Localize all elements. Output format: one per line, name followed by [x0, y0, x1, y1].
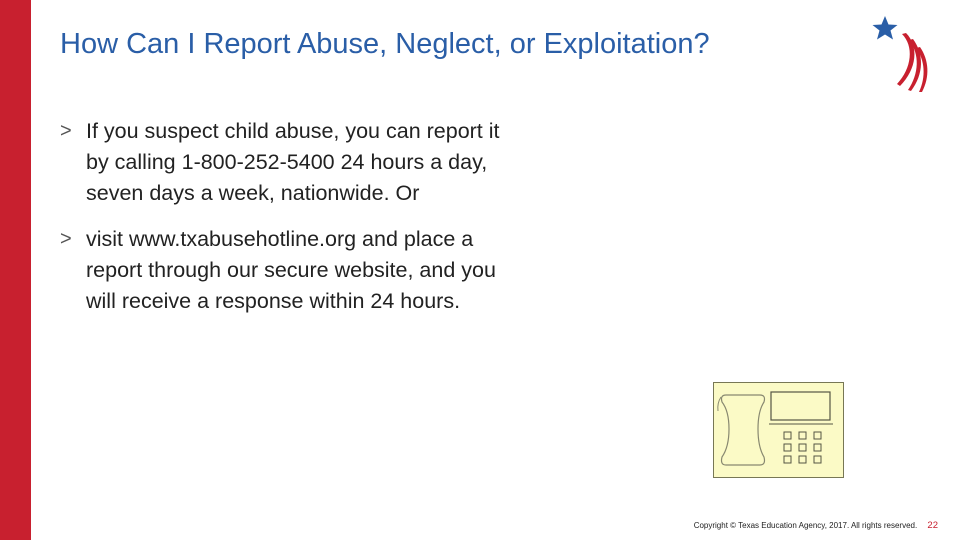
bullet-marker: > — [60, 228, 72, 250]
logo-star-icon — [873, 16, 898, 40]
bullet-list — [60, 116, 500, 332]
left-accent-bar — [0, 0, 31, 540]
footer — [600, 519, 938, 533]
bullet-text: visit www.txabusehotline.org and place a report through our secure website, and you will receive a response within 24 hours. — [86, 227, 496, 313]
bullet-text: If you suspect child abuse, you can report it by calling 1-800-252-5400 24 hours a day, seven days a week, nationwide. Or — [86, 119, 500, 205]
phone-handset — [722, 395, 765, 465]
phone-keypad — [784, 432, 821, 463]
copyright-text: Copyright © Texas Education Agency, 2017. All rights reserved. — [693, 521, 918, 530]
phone-display — [771, 392, 830, 420]
bullet-item — [60, 224, 500, 317]
bullet-marker: > — [60, 120, 72, 142]
bullet-item — [60, 116, 500, 209]
phone-cord — [718, 397, 721, 411]
slide-title: How Can I Report Abuse, Neglect, or Exploitation? — [60, 28, 710, 60]
page-number: 22 — [927, 520, 938, 531]
telephone-icon — [713, 382, 844, 478]
star-flag-logo-icon — [868, 14, 932, 94]
